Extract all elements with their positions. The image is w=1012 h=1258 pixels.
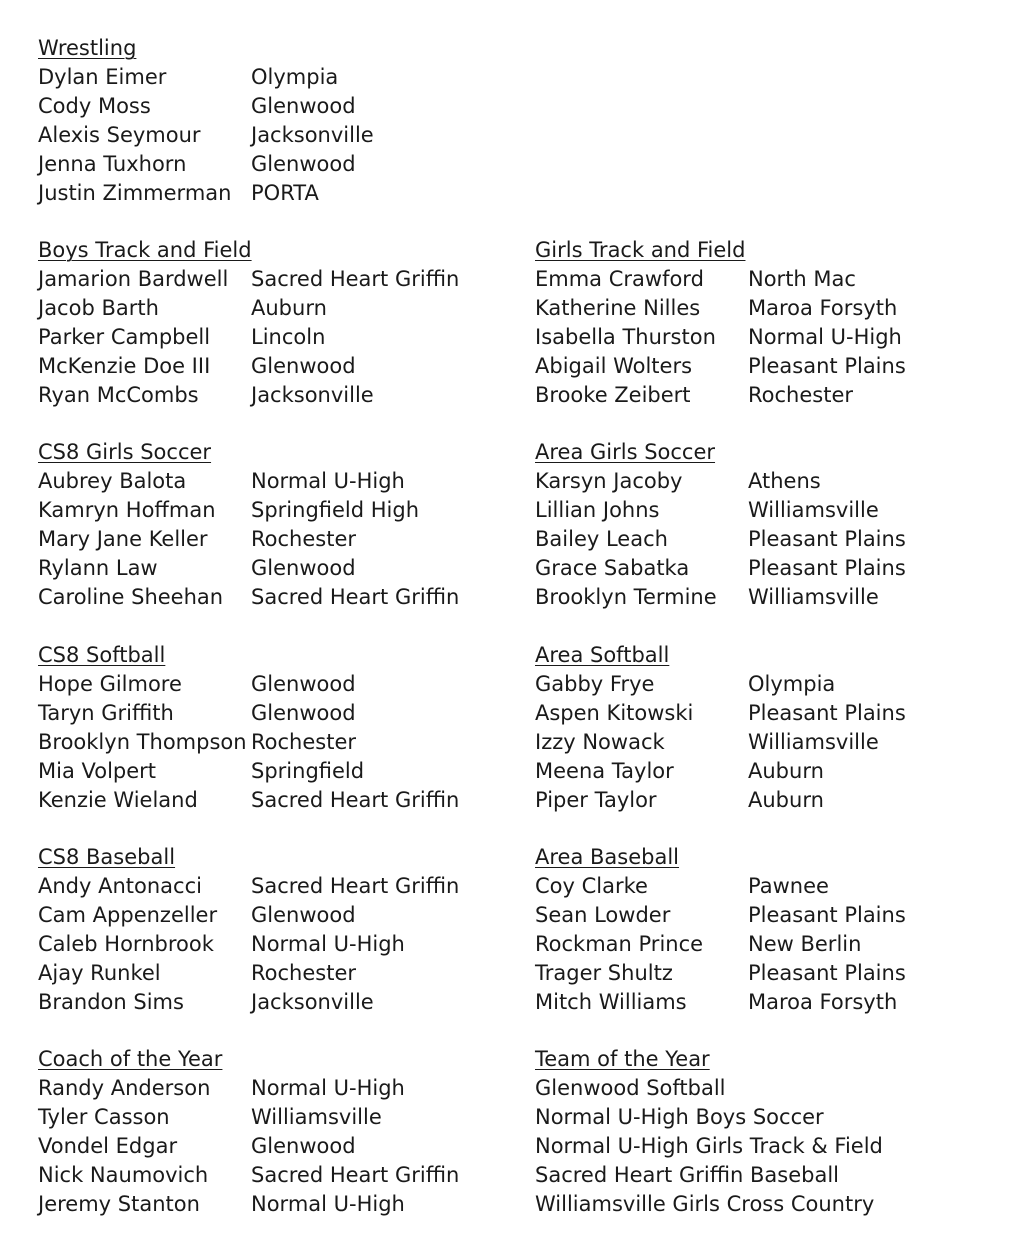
list-item: [38, 872, 508, 901]
athlete-name: Abigail Wolters: [535, 354, 693, 378]
school-name: Olympia: [251, 65, 339, 89]
list-item: [535, 467, 1005, 496]
school-name: PORTA: [251, 181, 319, 205]
school-name: Springfield: [251, 759, 365, 783]
athlete-name: Mia Volpert: [38, 759, 157, 783]
section-title: Team of the Year: [535, 1047, 710, 1071]
athlete-name: Coy Clarke: [535, 874, 648, 898]
school-name: Rochester: [251, 961, 356, 985]
team-item: Normal U-High Girls Track & Field: [535, 1134, 883, 1158]
school-name: Glenwood: [251, 556, 356, 580]
school-name: Sacred Heart Griffin: [251, 874, 460, 898]
list-item: [535, 381, 1005, 410]
athlete-name: Jenna Tuxhorn: [38, 152, 187, 176]
school-name: Normal U-High: [251, 1192, 405, 1216]
section-title: CS8 Softball: [38, 643, 166, 667]
list-item: [535, 728, 1005, 757]
school-name: Glenwood: [251, 903, 356, 927]
school-name: Sacred Heart Griffin: [251, 585, 460, 609]
athlete-name: Gabby Frye: [535, 672, 655, 696]
athlete-name: Rylann Law: [38, 556, 158, 580]
school-name: Auburn: [748, 788, 824, 812]
list-item: [38, 525, 508, 554]
school-name: Auburn: [251, 296, 327, 320]
list-item: [38, 121, 508, 150]
school-name: Lincoln: [251, 325, 326, 349]
list-item: [535, 496, 1005, 525]
athlete-name: Bailey Leach: [535, 527, 668, 551]
school-name: Rochester: [251, 527, 356, 551]
athlete-name: Jamarion Bardwell: [38, 267, 229, 291]
section-title: Girls Track and Field: [535, 238, 746, 262]
coach-name: Jeremy Stanton: [38, 1192, 200, 1216]
athlete-name: McKenzie Doe III: [38, 354, 211, 378]
list-item: [38, 1074, 508, 1103]
athlete-name: Karsyn Jacoby: [535, 469, 683, 493]
school-name: Williamsville: [251, 1105, 382, 1129]
coach-name: Vondel Edgar: [38, 1134, 178, 1158]
athlete-name: Kamryn Hoffman: [38, 498, 216, 522]
list-item: [38, 757, 508, 786]
section-area-baseball: [535, 843, 1005, 1017]
school-name: Jacksonville: [251, 123, 374, 147]
list-item: [38, 699, 508, 728]
athlete-name: Brandon Sims: [38, 990, 184, 1014]
school-name: Glenwood: [251, 152, 356, 176]
list-item: [38, 467, 508, 496]
school-name: Maroa Forsyth: [748, 296, 898, 320]
list-item: [535, 699, 1005, 728]
school-name: Pawnee: [748, 874, 829, 898]
list-item: [38, 583, 508, 612]
list-item: [535, 872, 1005, 901]
section-title: Area Softball: [535, 643, 670, 667]
school-name: Normal U-High: [251, 469, 405, 493]
athlete-name: Isabella Thurston: [535, 325, 716, 349]
athlete-name: Ajay Runkel: [38, 961, 161, 985]
school-name: Sacred Heart Griffin: [251, 267, 460, 291]
athlete-name: Brooke Zeibert: [535, 383, 691, 407]
school-name: Pleasant Plains: [748, 556, 906, 580]
athlete-name: Sean Lowder: [535, 903, 671, 927]
list-item: [535, 265, 1005, 294]
school-name: Athens: [748, 469, 821, 493]
list-item: [38, 786, 508, 815]
school-name: Williamsville: [748, 585, 879, 609]
school-name: Sacred Heart Griffin: [251, 1163, 460, 1187]
list-item: [535, 554, 1005, 583]
section-girls-track: [535, 236, 1005, 410]
school-name: Williamsville: [748, 730, 879, 754]
school-name: Rochester: [748, 383, 853, 407]
school-name: Jacksonville: [251, 990, 374, 1014]
team-item: Glenwood Softball: [535, 1076, 726, 1100]
athlete-name: Piper Taylor: [535, 788, 657, 812]
list-item: [38, 294, 508, 323]
section-boys-track: [38, 236, 508, 410]
list-item: [38, 1190, 508, 1219]
section-title: Wrestling: [38, 36, 137, 60]
athlete-name: Aspen Kitowski: [535, 701, 694, 725]
athlete-name: Dylan Eimer: [38, 65, 167, 89]
list-item: [535, 323, 1005, 352]
school-name: Sacred Heart Griffin: [251, 788, 460, 812]
list-item: [535, 583, 1005, 612]
school-name: Maroa Forsyth: [748, 990, 898, 1014]
list-item: [38, 1103, 508, 1132]
list-item: [38, 959, 508, 988]
section-area-girls-soccer: [535, 438, 1005, 612]
athlete-name: Caleb Hornbrook: [38, 932, 214, 956]
athlete-name: Jacob Barth: [38, 296, 159, 320]
athlete-name: Alexis Seymour: [38, 123, 201, 147]
school-name: Glenwood: [251, 354, 356, 378]
athlete-name: Emma Crawford: [535, 267, 704, 291]
athlete-name: Justin Zimmerman: [38, 181, 232, 205]
athlete-name: Andy Antonacci: [38, 874, 202, 898]
list-item: [38, 179, 508, 208]
list-item: [38, 1161, 508, 1190]
section-coach-of-the-year: [38, 1045, 508, 1219]
school-name: Williamsville: [748, 498, 879, 522]
list-item: [535, 352, 1005, 381]
list-item: [38, 323, 508, 352]
coach-name: Nick Naumovich: [38, 1163, 209, 1187]
section-title: Area Girls Soccer: [535, 440, 716, 464]
section-cs8-girls-soccer: [38, 438, 508, 612]
athlete-name: Grace Sabatka: [535, 556, 690, 580]
section-title: Coach of the Year: [38, 1047, 223, 1071]
team-item: Normal U-High Boys Soccer: [535, 1105, 824, 1129]
athlete-name: Izzy Nowack: [535, 730, 665, 754]
school-name: Glenwood: [251, 701, 356, 725]
list-item: [535, 294, 1005, 323]
athlete-name: Mary Jane Keller: [38, 527, 208, 551]
list-item: [38, 1132, 508, 1161]
coach-name: Randy Anderson: [38, 1076, 211, 1100]
school-name: Glenwood: [251, 672, 356, 696]
section-title: CS8 Baseball: [38, 845, 176, 869]
list-item: [38, 930, 508, 959]
list-item: [535, 959, 1005, 988]
athlete-name: Taryn Griffith: [38, 701, 174, 725]
list-item: [38, 381, 508, 410]
athlete-name: Katherine Nilles: [535, 296, 701, 320]
athlete-name: Trager Shultz: [535, 961, 673, 985]
school-name: Normal U-High: [251, 932, 405, 956]
athlete-name: Ryan McCombs: [38, 383, 199, 407]
section-cs8-softball: [38, 641, 508, 815]
school-name: Auburn: [748, 759, 824, 783]
list-item: [38, 150, 508, 179]
athlete-name: Hope Gilmore: [38, 672, 182, 696]
athlete-name: Kenzie Wieland: [38, 788, 198, 812]
school-name: Pleasant Plains: [748, 903, 906, 927]
section-title: Area Baseball: [535, 845, 680, 869]
list-item: [38, 554, 508, 583]
school-name: Pleasant Plains: [748, 701, 906, 725]
athlete-name: Brooklyn Thompson: [38, 730, 247, 754]
section-wrestling: [38, 34, 508, 208]
school-name: North Mac: [748, 267, 856, 291]
school-name: Glenwood: [251, 94, 356, 118]
athlete-name: Cody Moss: [38, 94, 151, 118]
list-item: [38, 63, 508, 92]
list-item: [38, 670, 508, 699]
athlete-name: Caroline Sheehan: [38, 585, 224, 609]
list-item: [535, 757, 1005, 786]
school-name: Normal U-High: [748, 325, 902, 349]
school-name: Glenwood: [251, 1134, 356, 1158]
school-name: Normal U-High: [251, 1076, 405, 1100]
athlete-name: Parker Campbell: [38, 325, 211, 349]
team-item: Williamsville Girls Cross Country: [535, 1192, 875, 1216]
team-item: Sacred Heart Griffin Baseball: [535, 1163, 839, 1187]
athlete-name: Cam Appenzeller: [38, 903, 218, 927]
section-area-softball: [535, 641, 1005, 815]
section-title: Boys Track and Field: [38, 238, 252, 262]
list-item: [535, 670, 1005, 699]
athlete-name: Brooklyn Termine: [535, 585, 717, 609]
list-item: [38, 728, 508, 757]
school-name: Pleasant Plains: [748, 961, 906, 985]
school-name: Springfield High: [251, 498, 420, 522]
list-item: [535, 988, 1005, 1017]
list-item: [535, 525, 1005, 554]
list-item: [38, 988, 508, 1017]
list-item: [535, 930, 1005, 959]
athlete-name: Aubrey Balota: [38, 469, 187, 493]
coach-name: Tyler Casson: [38, 1105, 170, 1129]
section-cs8-baseball: [38, 843, 508, 1017]
list-item: [535, 786, 1005, 815]
athlete-name: Lillian Johns: [535, 498, 660, 522]
school-name: Pleasant Plains: [748, 527, 906, 551]
list-item: [38, 901, 508, 930]
school-name: New Berlin: [748, 932, 862, 956]
list-item: [38, 265, 508, 294]
athlete-name: Meena Taylor: [535, 759, 674, 783]
section-team-of-the-year: [535, 1045, 1005, 1219]
school-name: Jacksonville: [251, 383, 374, 407]
list-item: [38, 92, 508, 121]
list-item: [38, 496, 508, 525]
school-name: Olympia: [748, 672, 836, 696]
athlete-name: Rockman Prince: [535, 932, 704, 956]
athlete-name: Mitch Williams: [535, 990, 687, 1014]
list-item: [38, 352, 508, 381]
school-name: Pleasant Plains: [748, 354, 906, 378]
school-name: Rochester: [251, 730, 356, 754]
section-title: CS8 Girls Soccer: [38, 440, 212, 464]
list-item: [535, 901, 1005, 930]
